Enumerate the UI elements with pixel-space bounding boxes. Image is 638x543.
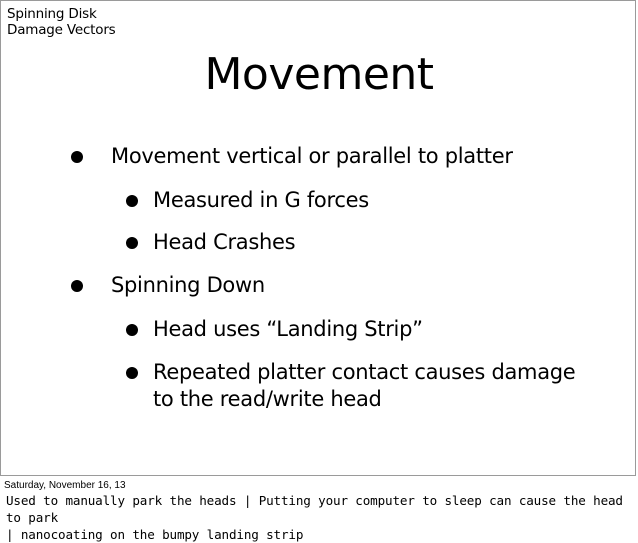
sub-bullet-item bbox=[153, 187, 369, 214]
speaker-notes: Used to manually park the heads | Putting your computer to sleep can cause the head to park | nanocoating on the bumpy landing strip bbox=[6, 493, 623, 542]
bullet-text: Repeated platter contact causes damage to the read/write head bbox=[153, 360, 576, 411]
bullet-item bbox=[111, 272, 265, 299]
slide-title: Movement bbox=[204, 49, 434, 100]
sub-bullet-item bbox=[153, 229, 295, 256]
bullet-text: Measured in G forces bbox=[153, 188, 369, 212]
slide-date: Saturday, November 16, 13 bbox=[4, 480, 126, 491]
bullet-dot-icon bbox=[126, 237, 138, 249]
bullet-text: Spinning Down bbox=[111, 273, 265, 297]
slide-corner-label: Spinning Disk Damage Vectors bbox=[7, 6, 116, 38]
bullet-dot-icon bbox=[126, 324, 138, 336]
bullet-item bbox=[111, 143, 513, 170]
sub-bullet-item bbox=[153, 359, 575, 413]
bullet-dot-icon bbox=[126, 367, 138, 379]
bullet-dot-icon bbox=[71, 280, 83, 292]
bullet-dot-icon bbox=[71, 151, 83, 163]
sub-bullet-item bbox=[153, 316, 423, 343]
bullet-text: Movement vertical or parallel to platter bbox=[111, 144, 513, 168]
bullet-text: Head Crashes bbox=[153, 230, 296, 254]
bullet-dot-icon bbox=[126, 195, 138, 207]
bullet-text: Head uses “Landing Strip” bbox=[153, 317, 423, 341]
